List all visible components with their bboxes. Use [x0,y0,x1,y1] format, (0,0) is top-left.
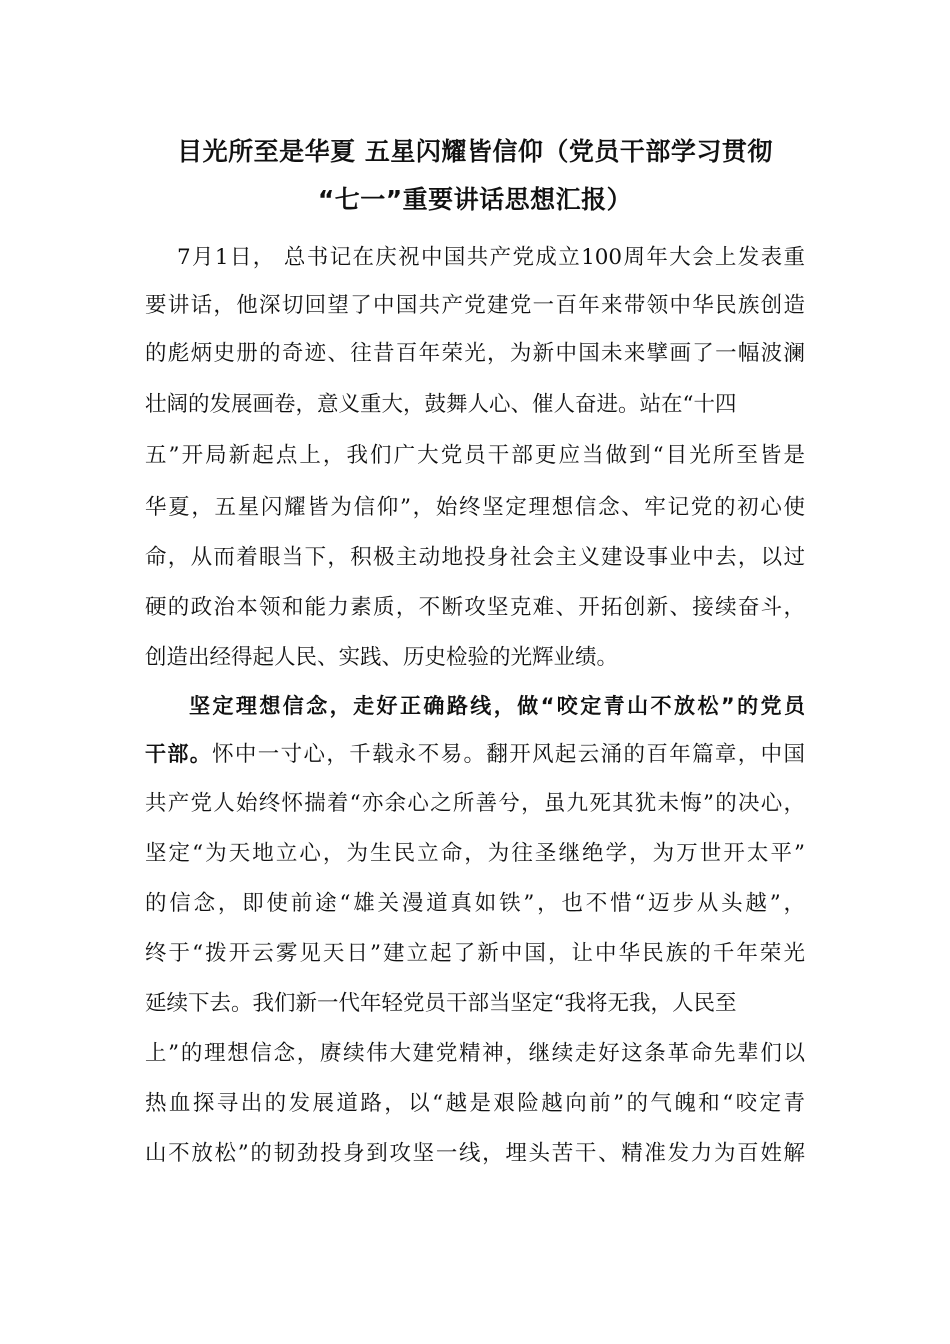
paragraph-2-line: 山不放松”的韧劲投身到攻坚一线，埋头苦干、精准发力为百姓解 [145,1141,805,1166]
paragraph-1-line: 的彪炳史册的奇迹、往昔百年荣光，为新中国未来擘画了一幅波澜 [145,341,805,366]
document-title [145,128,805,224]
paragraph-2-line: 上”的理想信念，赓续伟大建党精神，继续走好这条革命先辈们以 [145,1041,805,1066]
paragraph-2-line: 终于“拨开云雾见天日”建立起了新中国，让中华民族的千年荣光 [145,941,805,966]
paragraph-2-line: 的信念，即使前途“雄关漫道真如铁”，也不惜“迈步从头越”， [145,891,805,916]
paragraph-1-line: 五”开局新起点上，我们广大党员干部更应当做到“目光所至皆是 [145,443,805,468]
paragraph-1-line: 壮阔的发展画卷，意义重大，鼓舞人心、催人奋进。站在“十四 [145,392,737,417]
title-line-1: 目光所至是华夏 五星闪耀皆信仰（党员干部学习贯彻 [177,137,773,166]
paragraph-1-line: 华夏，五星闪耀皆为信仰”，始终坚定理想信念、牢记党的初心使 [145,495,805,520]
paragraph-2-line: 共产党人始终怀揣着“亦余心之所善兮，虽九死其犹未悔”的决心， [145,791,805,816]
paragraph-2-line: 热血探寻出的发展道路，以“越是艰险越向前”的气魄和“咬定青 [145,1091,805,1116]
paragraph-1-line: 创造出经得起人民、实践、历史检验的光辉业绩。 [145,645,619,670]
paragraph-2-heading: 坚定理想信念，走好正确路线，做“咬定青山不放松”的党员 [189,694,805,718]
paragraph-2-line [145,730,805,778]
paragraph-2-line: 延续下去。我们新一代年轻党员干部当坚定“我将无我，人民至 [145,991,737,1016]
title-line-2: “七一”重要讲话思想汇报） [317,185,633,214]
paragraph-1-line: 硬的政治本领和能力素质，不断攻坚克难、开拓创新、接续奋斗， [145,595,805,620]
paragraph-1-line: 命，从而着眼当下，积极主动地投身社会主义建设事业中去，以过 [145,545,805,570]
paragraph-1-line: 7月1日， 总书记在庆祝中国共产党成立100周年大会上发表重 [177,245,805,270]
paragraph-2-line-text: 怀中一寸心，千载永不易。翻开风起云涌的百年篇章，中国 [212,742,805,767]
paragraph-1-line: 要讲话，他深切回望了中国共产党建党一百年来带领中华民族创造 [145,293,805,318]
paragraph-2-line: 坚定“为天地立心，为生民立命，为往圣继绝学，为万世开太平” [145,841,805,866]
paragraph-2-heading-end: 干部。 [145,742,213,766]
